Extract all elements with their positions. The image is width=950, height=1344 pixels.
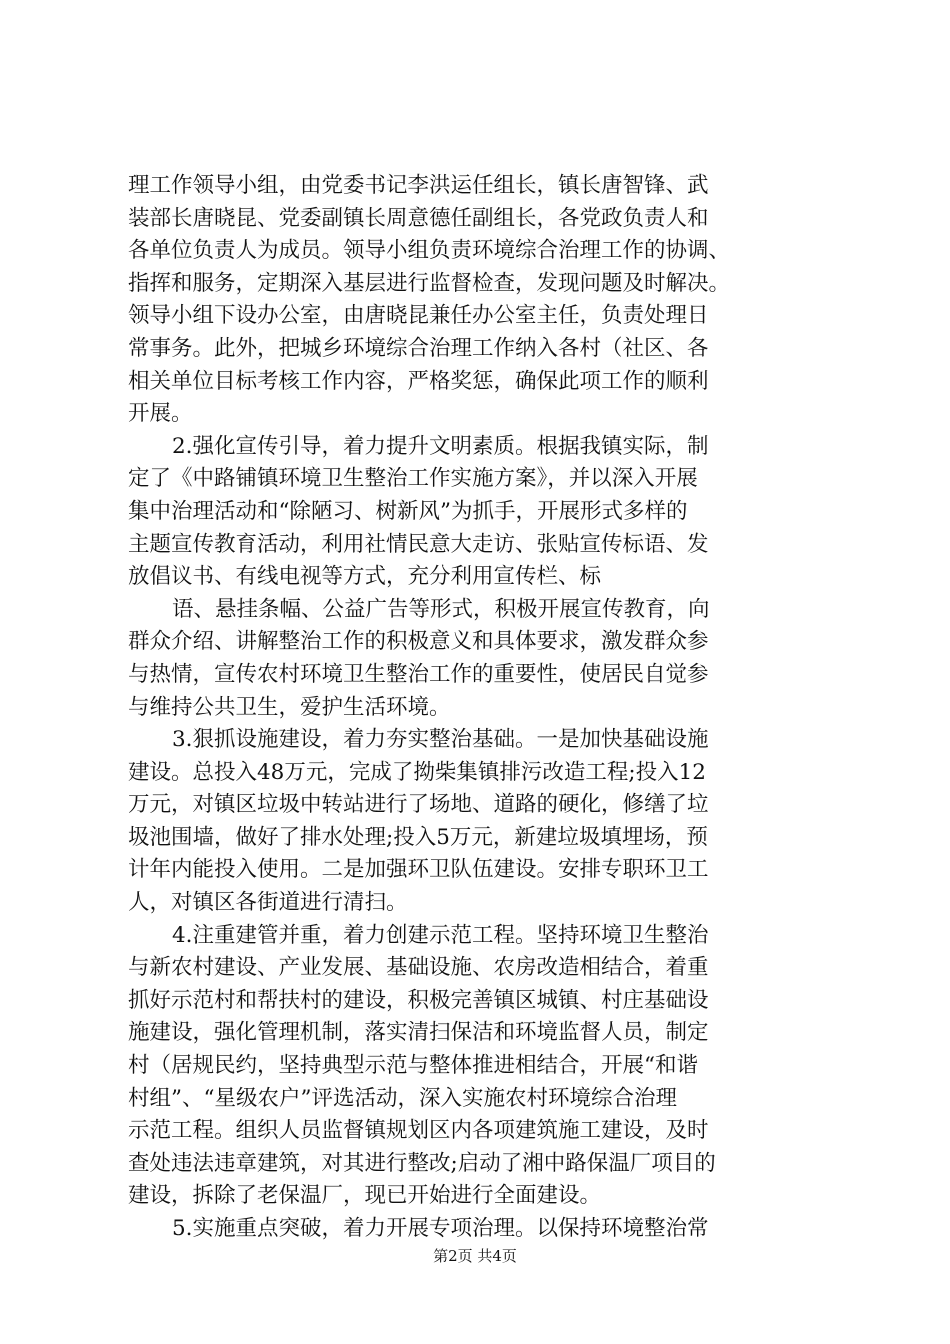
text-line: 抓好示范村和帮扶村的建设，积极完善镇区城镇、村庄基础设 [128, 987, 709, 1013]
text-line: 万元，对镇区垃圾中转站进行了场地、道路的硬化，修缮了垃 [128, 792, 709, 818]
text-line: 4.注重建管并重，着力创建示范工程。坚持环境卫生整治 [172, 922, 709, 948]
body-text [128, 170, 828, 1246]
page-footer: 第2页 共4页 [433, 1247, 517, 1265]
text-line: 与维持公共卫生，爱护生活环境。 [128, 694, 451, 720]
text-line: 开展。 [128, 401, 193, 427]
text-line: 群众介绍、讲解整治工作的积极意义和具体要求，激发群众参 [128, 629, 709, 655]
text-line: 理工作领导小组，由党委书记李洪运任组长，镇长唐智锋、武 [128, 173, 709, 198]
text-line: 计年内能投入使用。二是加强环卫队伍建设。安排专职环卫工 [128, 857, 709, 883]
text-line: 施建设，强化管理机制，落实清扫保洁和环境监督人员，制定 [128, 1020, 709, 1046]
text-line: 村（居规民约，坚持典型示范与整体推进相结合，开展“和谐 [128, 1053, 698, 1079]
text-line: 2.强化宣传引导，着力提升文明素质。根据我镇实际，制 [172, 433, 709, 459]
text-line: 与热情，宣传农村环境卫生整治工作的重要性，使居民自觉参 [128, 661, 709, 687]
text-line: 指挥和服务，定期深入基层进行监督检查，发现问题及时解决。 [128, 270, 731, 296]
text-line: 领导小组下设办公室，由唐晓昆兼任办公室主任，负责处理日 [128, 303, 709, 329]
text-line: 3.狠抓设施建设，着力夯实整治基础。一是加快基础设施 [172, 727, 709, 753]
text-line: 相关单位目标考核工作内容，严格奖惩，确保此项工作的顺利 [128, 368, 709, 394]
text-line: 与新农村建设、产业发展、基础设施、农房改造相结合，着重 [128, 955, 709, 981]
text-line: 集中治理活动和“除陋习、树新风”为抓手，开展形式多样的 [128, 498, 688, 524]
text-line: 村组”、“星级农户”评选活动，深入实施农村环境综合治理 [128, 1085, 677, 1111]
text-line: 主题宣传教育活动，利用社情民意大走访、张贴宣传标语、发 [128, 531, 709, 557]
text-line: 建设。总投入48万元，完成了拗柴集镇排污改造工程;投入12 [128, 759, 706, 785]
text-line: 放倡议书、有线电视等方式，充分利用宣传栏、标 [128, 564, 602, 590]
text-line: 建设，拆除了老保温厂，现已开始进行全面建设。 [128, 1183, 602, 1209]
text-line: 5.实施重点突破，着力开展专项治理。以保持环境整治常 [172, 1216, 709, 1241]
text-line: 语、悬挂条幅、公益广告等形式，积极开展宣传教育，向 [172, 596, 710, 622]
text-line: 示范工程。组织人员监督镇规划区内各项建筑施工建设，及时 [128, 1118, 709, 1144]
text-line: 查处违法违章建筑，对其进行整改;启动了湘中路保温厂项目的 [128, 1150, 716, 1176]
text-line: 装部长唐晓昆、党委副镇长周意德任副组长，各党政负责人和 [128, 205, 709, 231]
text-line: 圾池围墙，做好了排水处理;投入5万元，新建垃圾填埋场，预 [128, 824, 708, 850]
text-line: 常事务。此外，把城乡环境综合治理工作纳入各村（社区、各 [128, 335, 709, 361]
text-line: 各单位负责人为成员。领导小组负责环境综合治理工作的协调、 [128, 238, 731, 264]
text-line: 定了《中路铺镇环境卫生整治工作实施方案》，并以深入开展 [128, 466, 698, 492]
text-line: 人，对镇区各街道进行清扫。 [128, 890, 408, 916]
